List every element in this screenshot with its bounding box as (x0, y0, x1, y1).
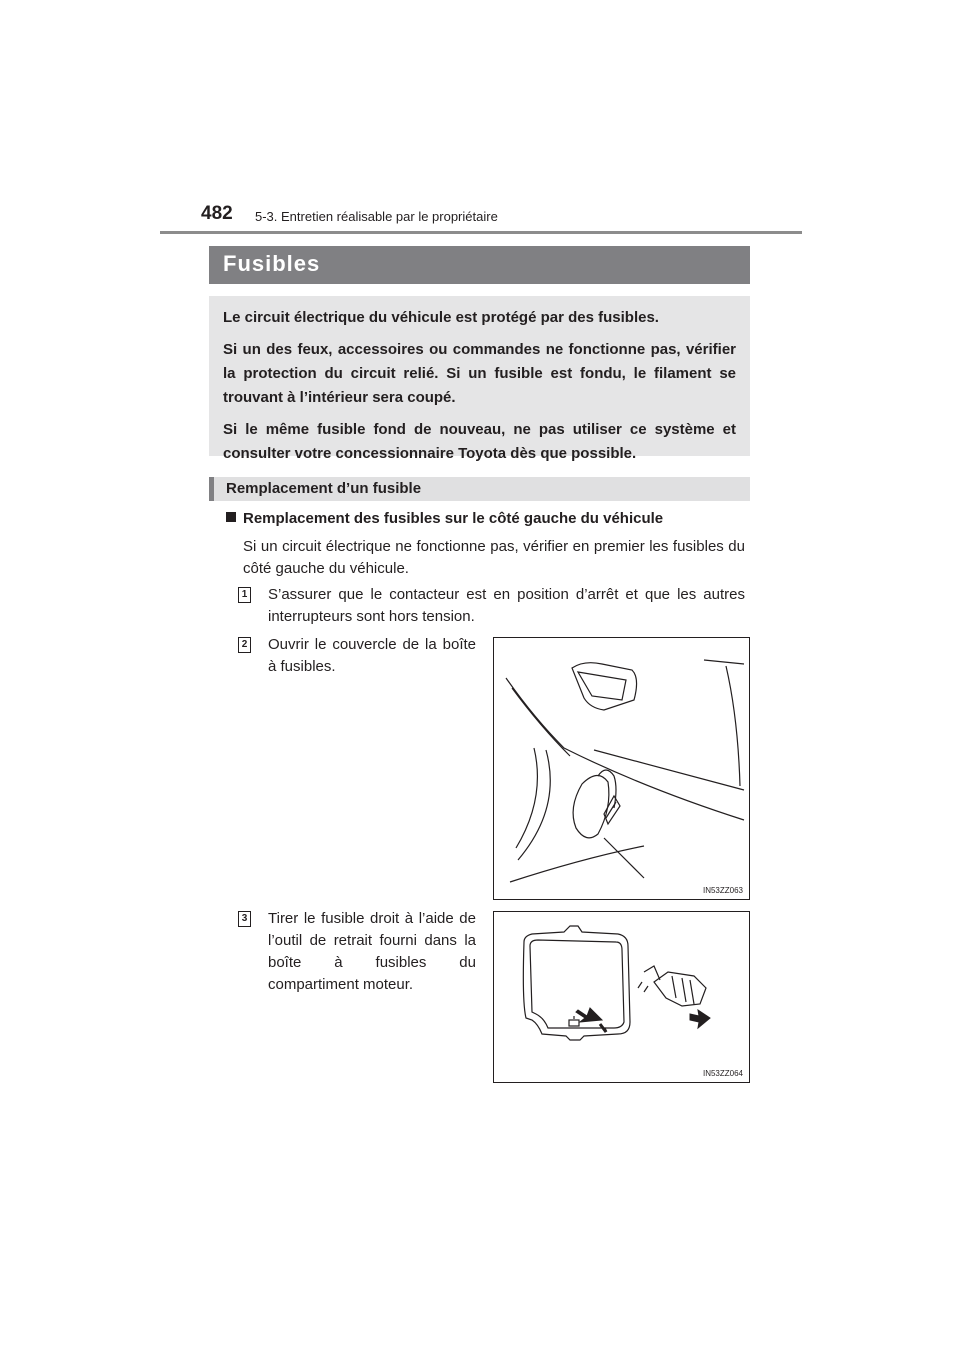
intro-paragraph-2: Si un des feux, accessoires ou commandes ne fonctionne pas, vérifier la protection du circuit relié. Si un fusible est fondu, le filament se trouvant à l’intérieur sera coupé. (223, 341, 736, 406)
figure-fuse-removal (493, 911, 750, 1083)
figure-code-2: IN53ZZ064 (702, 1069, 743, 1078)
figure-code-1: IN53ZZ063 (702, 886, 743, 895)
intro-box (209, 296, 750, 462)
section-title: Remplacement d’un fusible (226, 480, 422, 497)
sub-heading-text: Remplacement des fusibles sur le côté gauche du véhicule (243, 510, 664, 527)
step-text-3: Tirer le fusible droit à l’aide de l’outil de retrait fourni dans la boîte à fusibles du compartiment moteur. (268, 910, 476, 993)
title-bar (209, 246, 750, 284)
intro-paragraph-3: Si le même fusible fond de nouveau, ne pas utiliser ce système et consulter votre concessionnaire Toyota dès que possible. (223, 421, 736, 462)
section-intro: Si un circuit électrique ne fonctionne pas, vérifier en premier les fusibles du côté gauche du véhicule. (243, 538, 745, 577)
section-accent (209, 477, 214, 501)
header-rule (160, 231, 802, 234)
step-text-1: S’assurer que le contacteur est en position d’arrêt et que les autres interrupteurs sont hors tension. (268, 586, 745, 625)
page-title: Fusibles (223, 251, 321, 276)
intro-paragraph-1: Le circuit électrique du véhicule est protégé par des fusibles. (223, 309, 659, 326)
dashboard-illustration (494, 638, 749, 899)
step-number-1: 1 (238, 587, 251, 603)
sub-heading (226, 510, 756, 527)
step-number-3: 3 (238, 911, 251, 927)
step-number-2: 2 (238, 637, 251, 653)
square-bullet-icon (226, 512, 236, 522)
section-bar (209, 477, 750, 501)
running-head: 5-3. Entretien réalisable par le propriétaire (255, 209, 498, 224)
fuse-puller-illustration (494, 912, 749, 1082)
figure-fuse-box-cover (493, 637, 750, 900)
page-number: 482 (201, 203, 233, 224)
step-text-2: Ouvrir le couvercle de la boîte à fusibles. (268, 636, 476, 675)
